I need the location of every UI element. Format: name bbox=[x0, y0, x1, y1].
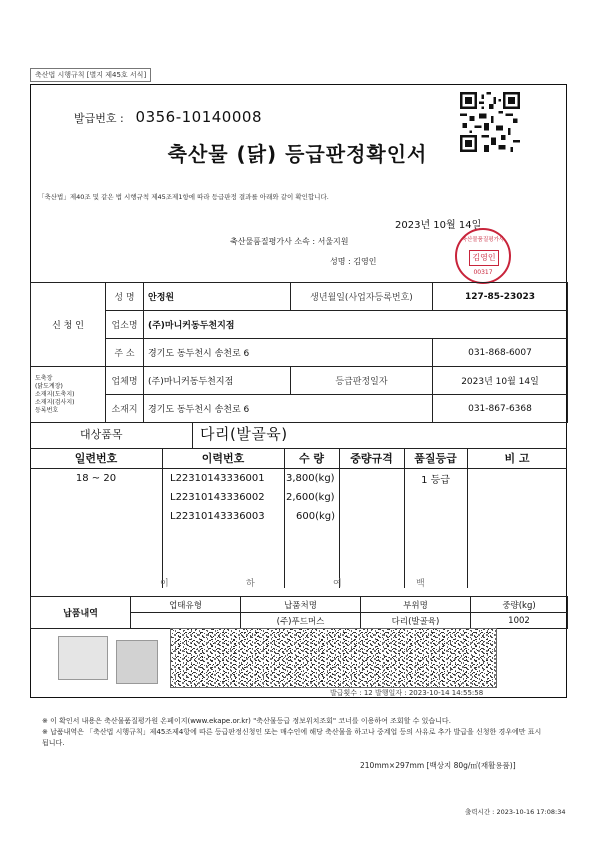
notes bbox=[42, 716, 542, 749]
watermark-block bbox=[116, 640, 158, 684]
table-row bbox=[31, 367, 568, 395]
applicant-phone: 031-868-6007 bbox=[433, 339, 568, 367]
serial-range: 18 ~ 20 bbox=[75, 473, 117, 484]
weight-spec bbox=[339, 469, 404, 489]
delivery-header: 납품처명 bbox=[241, 597, 361, 613]
header-qty: 수 량 bbox=[284, 448, 339, 469]
quantity: 3,800(kg) bbox=[286, 473, 335, 484]
lots-header-row bbox=[30, 448, 567, 469]
header-trace: 이력번호 bbox=[162, 448, 284, 469]
applicant-table bbox=[30, 282, 568, 423]
id-value: 127-85-23023 bbox=[433, 283, 568, 311]
blank-mark: 백 bbox=[416, 579, 425, 589]
table-row bbox=[31, 395, 568, 423]
watermark-block bbox=[58, 636, 108, 680]
issue-number-label: 발급번호 : bbox=[74, 112, 124, 125]
blank-mark: 여 bbox=[333, 579, 342, 589]
remarks bbox=[467, 469, 567, 489]
item-row bbox=[30, 422, 567, 449]
header-grade: 품질등급 bbox=[404, 448, 467, 469]
table-row bbox=[30, 488, 567, 507]
inspector-affiliation: 축산물품질평가사 소속 : 서울지원 bbox=[230, 237, 349, 246]
entity-value: (주)마니커동두천지점 bbox=[144, 367, 291, 395]
issue-number bbox=[74, 108, 262, 126]
header-serial: 일련번호 bbox=[30, 448, 162, 469]
name-label: 성 명 bbox=[106, 283, 144, 311]
quantity: 2,600(kg) bbox=[286, 492, 335, 503]
id-label: 생년월일(사업자등록번호) bbox=[291, 283, 433, 311]
delivery-value: 1002 bbox=[471, 613, 568, 629]
blank-mark: 하 bbox=[246, 579, 255, 589]
printed-at: 출력시간 : 2023-10-16 17:08:34 bbox=[465, 808, 566, 816]
table-row bbox=[31, 597, 568, 613]
item-label: 대상품목 bbox=[80, 428, 123, 441]
entity-label: 업체명 bbox=[106, 367, 144, 395]
name-value: 안정원 bbox=[144, 283, 291, 311]
applicant-section-label: 신 청 인 bbox=[31, 283, 106, 367]
plant-phone: 031-867-6368 bbox=[433, 395, 568, 423]
intro-text: 「축산법」제40조 및 같은 법 시행규칙 제45조제1항에 따라 등급판정 결과를 아래와 같이 확인합니다. bbox=[38, 193, 329, 201]
official-seal bbox=[455, 228, 511, 284]
header-remarks: 비 고 bbox=[467, 448, 567, 469]
inspector-name: 성명 : 김영인 bbox=[330, 257, 377, 266]
delivery-value: (주)푸드머스 bbox=[241, 613, 361, 629]
issue-count-timestamp: 발급횟수 : 12 발행일자 : 2023-10-14 14:55:58 bbox=[330, 689, 484, 697]
quantity: 600(kg) bbox=[296, 511, 336, 522]
page-title: 축산물 (닭) 등급판정확인서 bbox=[167, 142, 428, 166]
delivery-label: 납품내역 bbox=[31, 597, 131, 629]
table-row bbox=[30, 507, 567, 526]
biz-label: 업소명 bbox=[106, 311, 144, 339]
delivery-value bbox=[131, 613, 241, 629]
lots-table bbox=[30, 448, 567, 526]
table-row bbox=[31, 311, 568, 339]
biz-value: (주)마니커동두천지점 bbox=[144, 311, 568, 339]
note-line: ※ 이 확인서 내용은 축산물품질평가원 온페이지(www.ekape.or.kr) "축산물등급 정보위치조회" 코너를 이용하여 조회할 수 있습니다. bbox=[42, 717, 451, 725]
addr-value: 경기도 동두천시 송천로 6 bbox=[144, 339, 433, 367]
loc-label: 소재지 bbox=[106, 395, 144, 423]
security-pattern bbox=[170, 628, 497, 688]
delivery-table bbox=[30, 596, 568, 629]
delivery-value: 다리(발골육) bbox=[361, 613, 471, 629]
table-row bbox=[31, 283, 568, 311]
grade-date-label: 등급판정일자 bbox=[291, 367, 433, 395]
delivery-header: 부위명 bbox=[361, 597, 471, 613]
trace-number: L22310143336002 bbox=[170, 492, 265, 503]
quality-grade: 1 등급 bbox=[421, 475, 450, 486]
issue-date: 2023년 10월 14일 bbox=[395, 220, 482, 231]
loc-value: 경기도 동두천시 송천로 6 bbox=[144, 395, 433, 423]
header-weight-spec: 중량규격 bbox=[339, 448, 404, 469]
seal-top-text: 축산물품질평가사 bbox=[461, 237, 505, 243]
trace-number: L22310143336001 bbox=[170, 473, 265, 484]
item-divider bbox=[192, 422, 193, 448]
delivery-header: 업태유형 bbox=[131, 597, 241, 613]
delivery-header: 중량(kg) bbox=[471, 597, 568, 613]
table-row bbox=[30, 469, 567, 489]
seal-bottom-text: 00317 bbox=[473, 269, 493, 276]
blank-mark: 이 bbox=[160, 579, 169, 589]
form-tag: 축산법 시행규칙 [별지 제45호 서식] bbox=[30, 68, 151, 82]
plant-section-label: 도축장 (닭도계장) 소재지(도축지) 소재지(검사지) 등록번호 bbox=[31, 367, 106, 423]
note-line: ※ 납품내역은 「축산법 시행규칙」제45조제4항에 따른 등급판정신청인 또는 매수인에 해당 축산물을 하고나 중계업 등의 사유로 추가 발급을 신청한 경우에만 표시됩니다. bbox=[42, 728, 542, 747]
trace-number: L22310143336003 bbox=[170, 511, 265, 522]
issue-number-value: 0356-10140008 bbox=[135, 108, 262, 126]
table-row bbox=[31, 339, 568, 367]
paper-spec: 210mm×297mm [백상지 80g/㎡(재활용품)] bbox=[360, 761, 516, 770]
grade-date-value: 2023년 10월 14일 bbox=[433, 367, 568, 395]
item-value: 다리(발골육) bbox=[200, 425, 288, 443]
seal-core-text: 김영인 bbox=[469, 250, 499, 266]
addr-label: 주 소 bbox=[106, 339, 144, 367]
